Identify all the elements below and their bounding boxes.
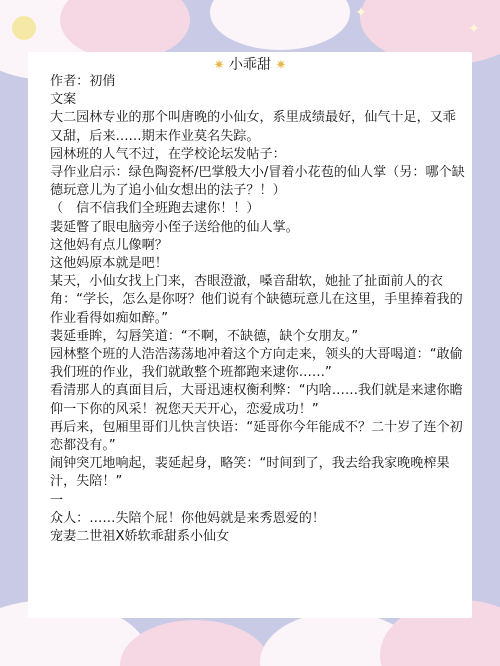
paragraph: 寻作业启示：绿色陶瓷杯/巴掌般大小/冒着小花苞的仙人掌（另：哪个缺德玩意儿为了追小仙女想出的法子？！） bbox=[50, 165, 465, 199]
paragraph: （ 信不信我们全班跑去逮你！！） bbox=[50, 201, 260, 217]
body-text bbox=[50, 73, 468, 546]
separator: 一 bbox=[50, 492, 64, 508]
paragraph: 园林班的人气不过，在学校论坛发帖子： bbox=[50, 146, 286, 162]
cloud-decoration bbox=[120, 620, 270, 666]
paragraph: 裴延垂眸，勾唇笑道：“不啊，不缺德，缺个女朋友。” bbox=[50, 328, 359, 344]
paragraph: 园林整个班的人浩浩荡荡地冲着这个方向走来，领头的大哥喝道：“敢偷我们班的作业，我们就敢整个班都跑来逮你……” bbox=[50, 347, 463, 381]
tagline: 宠妻二世祖X娇软乖甜系小仙女 bbox=[50, 529, 230, 545]
author-line: 作者：初俏 bbox=[50, 74, 116, 89]
star-icon: ✦ bbox=[355, 5, 367, 21]
title-text: 小乖甜 bbox=[229, 57, 271, 73]
paragraph: 这他妈原本就是吧！ bbox=[50, 256, 168, 272]
star-icon: ✦ bbox=[468, 21, 480, 37]
paragraph: 闹钟突兀地响起，裴延起身，略笑：“时间到了，我去给我家晚晚榨果汁，失陪！” bbox=[50, 456, 450, 490]
section-heading: 文案 bbox=[50, 92, 77, 108]
text-card bbox=[28, 52, 472, 618]
paragraph: 大二园林专业的那个叫唐晚的小仙女，系里成绩最好，仙气十足，又乖又甜，后来……期末作业莫名失踪。 bbox=[50, 110, 456, 144]
sparkle-icon: ✷ bbox=[275, 58, 287, 73]
moon-icon bbox=[12, 16, 36, 40]
sparkle-icon: ✷ bbox=[213, 58, 225, 73]
paragraph: 裴延瞥了眼电脑旁小侄子送给他的仙人掌。 bbox=[50, 219, 299, 235]
paragraph: 某天，小仙女找上门来，杏眼澄澈，嗓音甜软，她扯了扯面前人的衣角：“学长，怎么是你呀？他们说有个缺德玩意儿在这里，手里捧着我的作业看得如痴如醉。” bbox=[50, 274, 463, 326]
paragraph: 众人：……失陪个屁！你他妈就是来秀恩爱的！ bbox=[50, 510, 325, 526]
cloud-decoration bbox=[210, 0, 350, 50]
paragraph: 再后来，包厢里哥们儿快言快语：“延哥你今年能成不？二十岁了连个初恋都没有。” bbox=[50, 419, 463, 454]
paragraph: 看清那人的真面目后，大哥迅速权衡利弊：“内啥……我们就是来逮你瞻仰一下你的风采！祝您天天开心，恋爱成功！” bbox=[50, 383, 463, 417]
paragraph: 这他妈有点儿像啊？ bbox=[50, 237, 168, 253]
